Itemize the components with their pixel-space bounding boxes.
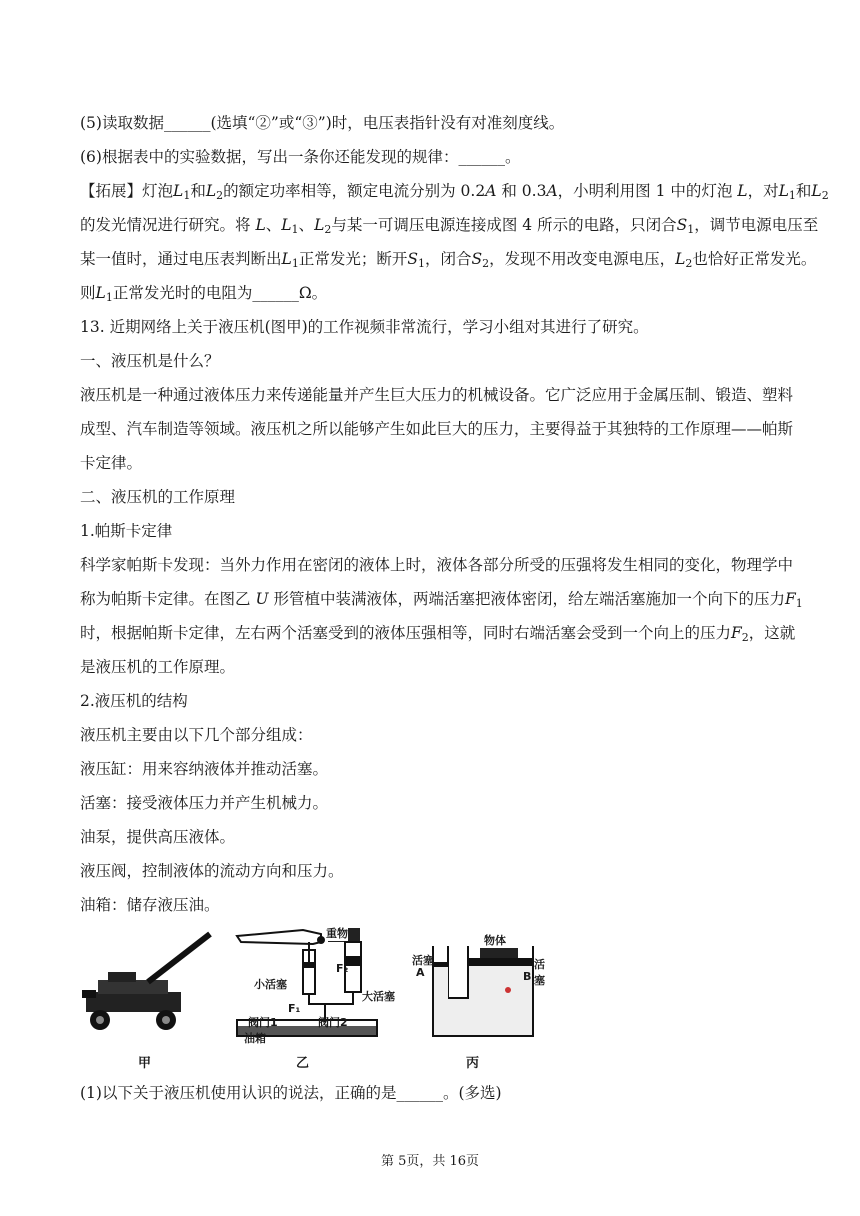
section-heading-2: 二、液压机的工作原理 <box>80 488 236 506</box>
figures-row <box>78 922 548 1082</box>
label-f2: F₂ <box>336 962 349 975</box>
figure-caption-jia: 甲 <box>138 1056 152 1071</box>
label-valve-2: 阀门2 <box>318 1016 348 1029</box>
question-5: (5)读取数据______(选填“②”或“③”)时，电压表指针没有对准刻度线。 <box>80 114 565 132</box>
question-13: 13. 近期网络上关于液压机(图甲)的工作视频非常流行，学习小组对其进行了研究。 <box>80 318 649 336</box>
label-a: A <box>416 966 425 979</box>
paragraph-1-line: 卡定律。 <box>80 454 143 472</box>
paragraph-2-line: 科学家帕斯卡发现：当外力作用在密闭的液体上时，液体各部分所受的压强将发生相同的变化，物理学中 <box>80 556 794 574</box>
paragraph-2-line: 是液压机的工作原理。 <box>80 658 236 676</box>
structure-item: 油箱：储存液压油。 <box>80 896 220 914</box>
figure-caption-yi: 乙 <box>296 1056 310 1071</box>
structure-item: 油泵，提供高压液体。 <box>80 828 236 846</box>
label-weight: 重物 <box>326 927 348 940</box>
page-footer: 第 5页，共 16页 <box>380 1154 480 1169</box>
section-heading-1: 一、液压机是什么？ <box>80 352 220 370</box>
label-piston-b: 活塞 <box>534 958 545 987</box>
label-small-piston: 小活塞 <box>254 978 287 991</box>
paragraph-1-line: 液压机是一种通过液体压力来传递能量并产生巨大压力的机械设备。它广泛应用于金属压制、锻造、塑料 <box>80 386 794 404</box>
label-piston-a: 活塞 <box>412 954 434 967</box>
label-f1: F₁ <box>288 1002 301 1015</box>
subheading-pascal: 1.帕斯卡定律 <box>80 522 173 540</box>
label-oil-tank: 油箱 <box>244 1032 266 1045</box>
label-big-piston: 大活塞 <box>362 990 395 1003</box>
question-6: (6)根据表中的实验数据，写出一条你还能发现的规律：______。 <box>80 148 521 166</box>
structure-item: 液压机主要由以下几个部分组成： <box>80 726 313 744</box>
figure-caption-bing: 丙 <box>466 1056 480 1071</box>
extension-line-1: 【拓展】灯泡$L_1$和$L_2$的额定功率相等，额定电流分别为 0.2A 和 0.3A，小明利用图 1 中的灯泡 L，对$L_1$和$L_2$ <box>80 182 829 202</box>
paragraph-2-line: 时，根据帕斯卡定律，左右两个活塞受到的液体压强相等，同时右端活塞会受到一个向上的压力$F_2$，这就 <box>80 624 796 644</box>
label-b: B <box>523 970 532 983</box>
subheading-structure: 2.液压机的结构 <box>80 692 188 710</box>
structure-item: 活塞：接受液体压力并产生机械力。 <box>80 794 329 812</box>
label-object: 物体 <box>484 934 506 947</box>
extension-line-4: 则$L_1$正常发光时的电阻为______Ω。 <box>80 284 328 304</box>
paragraph-2-line: 称为帕斯卡定律。在图乙 U 形管植中装满液体，两端活塞把液体密闭，给左端活塞施加一个向下的压力$F_1$ <box>80 590 803 610</box>
extension-line-2: 的发光情况进行研究。将 L、$L_1$、$L_2$与某一可调压电源连接成图 4 所示的电路，只闭合$S_1$，调节电源电压至 <box>80 216 819 236</box>
question-13-1: (1)以下关于液压机使用认识的说法，正确的是______。(多选) <box>80 1084 502 1102</box>
hydraulic-jack-figure <box>78 930 218 1050</box>
extension-line-3: 某一值时，通过电压表判断出$L_1$正常发光；断开$S_1$，闭合$S_2$，发现不用改变电源电压，$L_2$也恰好正常发光。 <box>80 250 817 270</box>
paragraph-1-line: 成型、汽车制造等领域。液压机之所以能够产生如此巨大的压力，主要得益于其独特的工作原理——帕斯 <box>80 420 794 438</box>
label-valve-1: 阀门1 <box>248 1016 278 1029</box>
structure-item: 液压缸：用来容纳液体并推动活塞。 <box>80 760 329 778</box>
structure-item: 液压阀，控制液体的流动方向和压力。 <box>80 862 344 880</box>
